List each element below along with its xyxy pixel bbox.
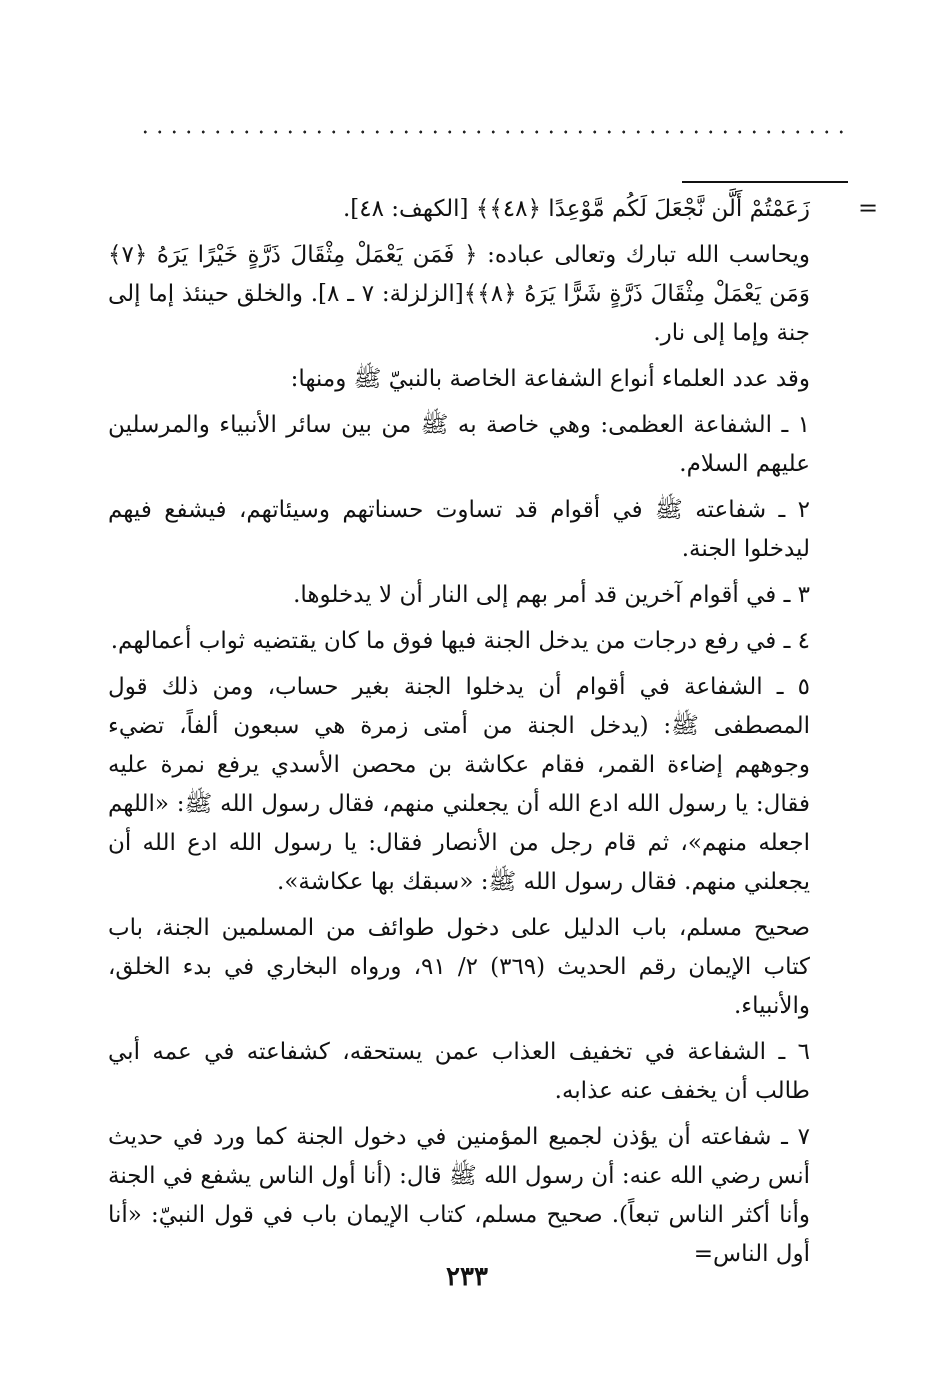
list-item-4: ٤ ـ في رفع درجات من يدخل الجنة فيها فوق ما كان يقتضيه ثواب أعمالهم.: [110, 628, 810, 654]
list-item-1: ١ ـ الشفاعة العظمى: وهي خاصة به ﷺ من بين سائر الأنبياء والمرسلين عليهم السلام.: [108, 412, 810, 477]
paragraph-intercession-intro: وقد عدد العلماء أنواع الشفاعة الخاصة بالنبيّ ﷺ ومنها:: [290, 366, 810, 392]
citation-muslim: صحيح مسلم، باب الدليل على دخول طوائف من المسلمين الجنة، باب كتاب الإيمان رقم الحديث (٣٦٩) ٢/ ٩١، ورواه البخاري في بدء الخلق، والأنبياء.: [108, 915, 810, 1019]
continuation-mark: =: [858, 194, 879, 222]
page-number: ٢٣٣: [446, 1262, 488, 1292]
footnote-rule: [682, 181, 848, 183]
list-item-7: ٧ ـ شفاعته أن يؤذن لجميع المؤمنين في دخول الجنة كما ورد في حديث أنس رضي الله عنه: أن رسول الله ﷺ قال: (أنا أول الناس يشفع في الجنة وأنا أكثر الناس تبعاً). صحيح مسلم، كتاب الإيمان باب في قول النبيّ: «أنا أول الناس=: [108, 1124, 810, 1267]
verse-continuation: زَعَمْتُمْ أَلَّن نَّجْعَلَ لَكُم مَّوْعِدًا ﴿٤٨﴾﴾ [الكهف: ٤٨].: [342, 196, 810, 222]
list-item-3: ٣ ـ في أقوام آخرين قد أمر بهم إلى النار أن لا يدخلوها.: [293, 582, 810, 608]
footnote-body: [108, 190, 810, 1281]
list-item-2: ٢ ـ شفاعته ﷺ في أقوام قد تساوت حسناتهم وسيئاتهم، فيشفع فيهم ليدخلوا الجنة.: [108, 497, 810, 562]
list-item-5: ٥ ـ الشفاعة في أقوام أن يدخلوا الجنة بغير حساب، ومن ذلك قول المصطفى ﷺ: (يدخل الجنة من أمتى زمرة هي سبعون ألفاً، تضيء وجوههم إضاءة القمر، فقام عكاشة بن محصن الأسدي يرفع نمرة عليه فقال: يا رسول الله ادع الله أن يجعلني منهم، فقال رسول الله ﷺ: «اللهم اجعله منهم»، ثم قام رجل من الأنصار فقال: يا رسول الله ادع الله أن يجعلني منهم. فقال رسول الله ﷺ: «سبقك بها عكاشة».: [108, 674, 810, 895]
dotted-separator: [138, 128, 850, 136]
list-item-6: ٦ ـ الشفاعة في تخفيف العذاب عمن يستحقه، كشفاعته في عمه أبي طالب أن يخفف عنه عذابه.: [108, 1039, 810, 1104]
paragraph-reckoning: ويحاسب الله تبارك وتعالى عباده: ﴿ فَمَن يَعْمَلْ مِثْقَالَ ذَرَّةٍ خَيْرًا يَرَهُ ﴿٧﴾ وَمَن يَعْمَلْ مِثْقَالَ ذَرَّةٍ شَرًّا يَرَهُ ﴿٨﴾﴾[الزلزلة: ٧ ـ ٨]. والخلق حينئذ إما إلى جنة وإما إلى نار.: [108, 242, 810, 346]
